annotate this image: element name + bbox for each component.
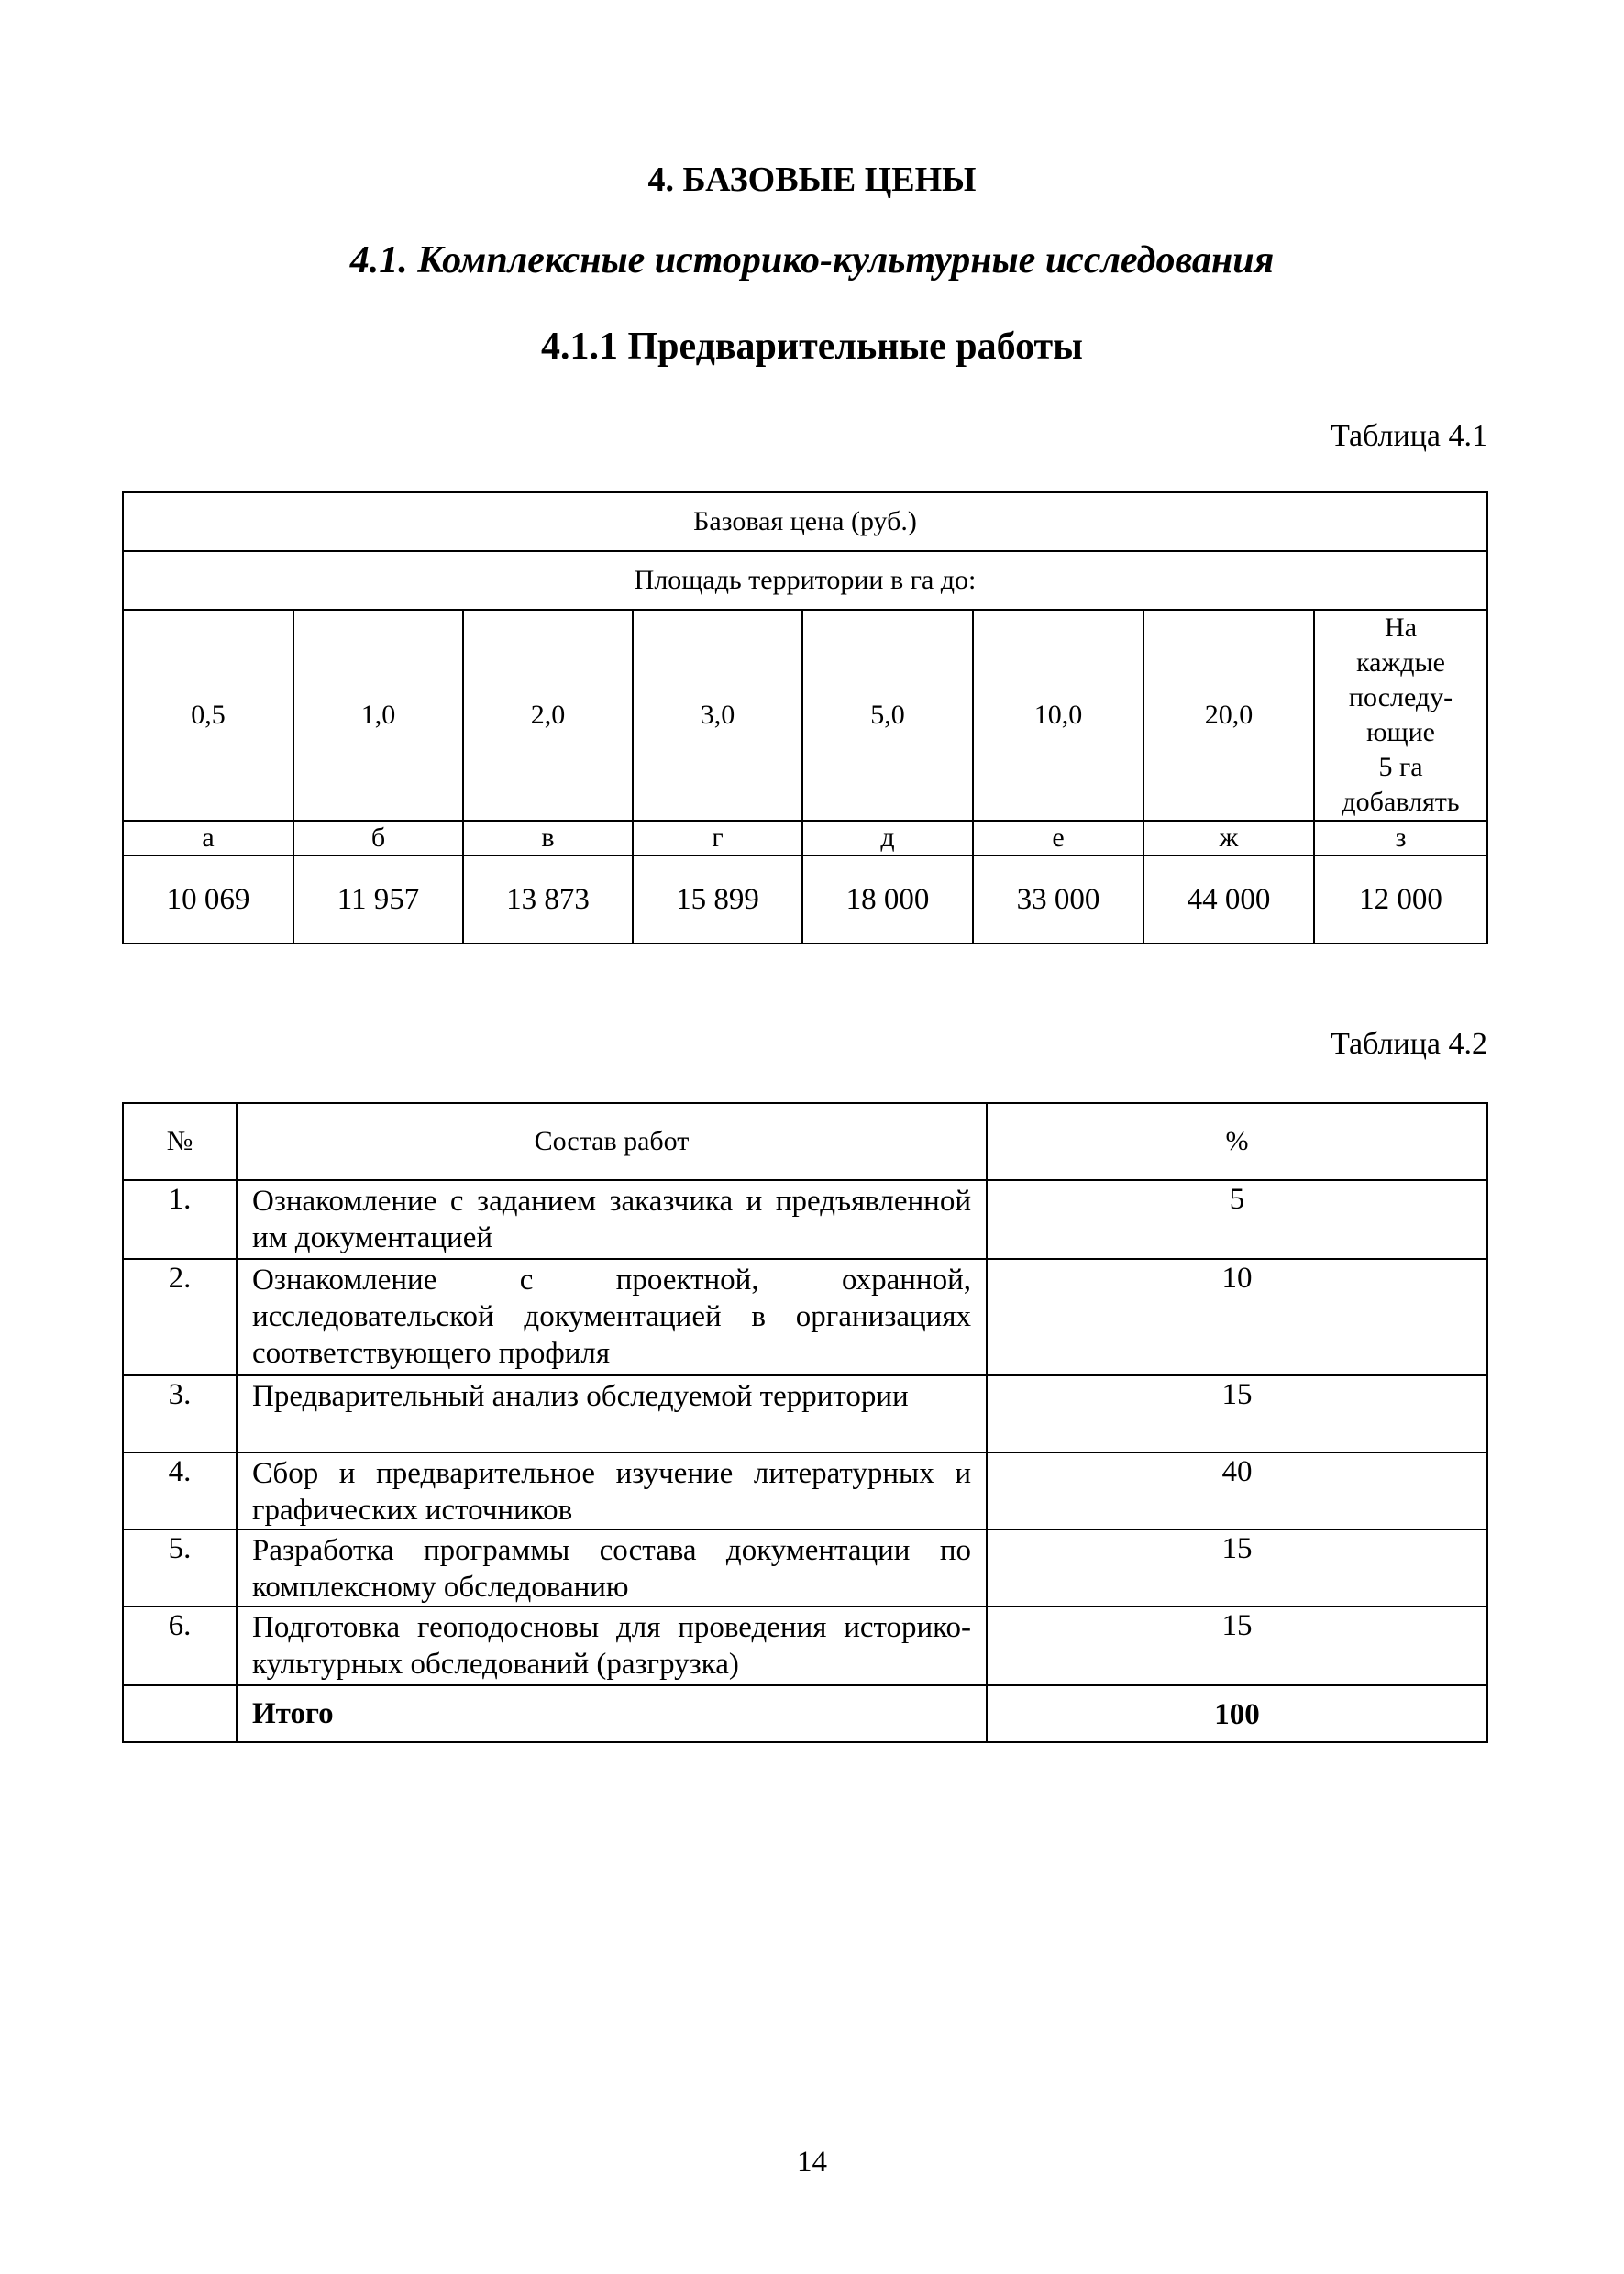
column-letter: г	[633, 821, 802, 856]
area-cell: 3,0	[633, 610, 802, 821]
page-number: 14	[797, 2146, 827, 2179]
price-header: Базовая цена (руб.)	[123, 492, 1487, 551]
price-cell: 10 069	[123, 856, 293, 944]
subsection-title: 4.1. Комплексные историко-культурные исследования	[349, 239, 1275, 281]
row-work: Ознакомление с проектной, охранной, исследовательской документацией в организациях соответствующего профиля	[237, 1259, 987, 1375]
area-cell: 5,0	[802, 610, 973, 821]
column-header-percent: %	[987, 1103, 1487, 1180]
row-percent: 40	[987, 1452, 1487, 1529]
column-header-number: №	[123, 1103, 237, 1180]
row-number: 4.	[123, 1452, 237, 1529]
area-cell: 10,0	[973, 610, 1143, 821]
table-row	[123, 1180, 1487, 1259]
row-work: Подготовка геоподосновы для проведения историко-культурных обследований (разгрузка)	[237, 1606, 987, 1685]
table1-caption: Таблица 4.1	[1331, 419, 1487, 453]
row-percent: 15	[987, 1606, 1487, 1685]
row-number: 2.	[123, 1259, 237, 1375]
row-percent: 15	[987, 1529, 1487, 1606]
price-cell: 12 000	[1314, 856, 1487, 944]
table-row	[123, 1452, 1487, 1529]
total-label: Итого	[237, 1685, 987, 1742]
row-number: 3.	[123, 1375, 237, 1452]
total-percent: 100	[987, 1685, 1487, 1742]
area-cell: 20,0	[1143, 610, 1314, 821]
row-number: 6.	[123, 1606, 237, 1685]
row-work: Сбор и предварительное изучение литературных и графических источников	[237, 1452, 987, 1529]
table-row	[123, 1606, 1487, 1685]
row-number: 1.	[123, 1180, 237, 1259]
column-letter: ж	[1143, 821, 1314, 856]
table-row	[123, 1375, 1487, 1452]
column-letter: е	[973, 821, 1143, 856]
column-letter: а	[123, 821, 293, 856]
area-cell: 0,5	[123, 610, 293, 821]
area-header: Площадь территории в га до:	[123, 551, 1487, 610]
price-cell: 18 000	[802, 856, 973, 944]
column-letter: з	[1314, 821, 1487, 856]
total-row	[123, 1685, 1487, 1742]
area-cell: 2,0	[463, 610, 633, 821]
row-percent: 5	[987, 1180, 1487, 1259]
price-cell: 11 957	[293, 856, 463, 944]
row-work: Предварительный анализ обследуемой территории	[237, 1375, 987, 1452]
row-work: Ознакомление с заданием заказчика и предъявленной им документацией	[237, 1180, 987, 1259]
section-title: 4. БАЗОВЫЕ ЦЕНЫ	[647, 160, 977, 199]
row-percent: 10	[987, 1259, 1487, 1375]
subsubsection-title: 4.1.1 Предварительные работы	[541, 326, 1083, 368]
price-cell: 13 873	[463, 856, 633, 944]
column-header-work: Состав работ	[237, 1103, 987, 1180]
base-price-table	[122, 491, 1488, 944]
table2-caption: Таблица 4.2	[1331, 1027, 1487, 1061]
table-row	[123, 1529, 1487, 1606]
price-cell: 33 000	[973, 856, 1143, 944]
area-cell-additional: На каждые последу- ющие 5 га добавлять	[1314, 610, 1487, 821]
price-cell: 15 899	[633, 856, 802, 944]
total-number-cell	[123, 1685, 237, 1742]
row-work: Разработка программы состава документации по комплексному обследованию	[237, 1529, 987, 1606]
row-number: 5.	[123, 1529, 237, 1606]
column-letter: в	[463, 821, 633, 856]
table-row	[123, 1259, 1487, 1375]
area-cell: 1,0	[293, 610, 463, 821]
price-cell: 44 000	[1143, 856, 1314, 944]
work-composition-table	[122, 1102, 1488, 1743]
column-letter: д	[802, 821, 973, 856]
row-percent: 15	[987, 1375, 1487, 1452]
column-letter: б	[293, 821, 463, 856]
